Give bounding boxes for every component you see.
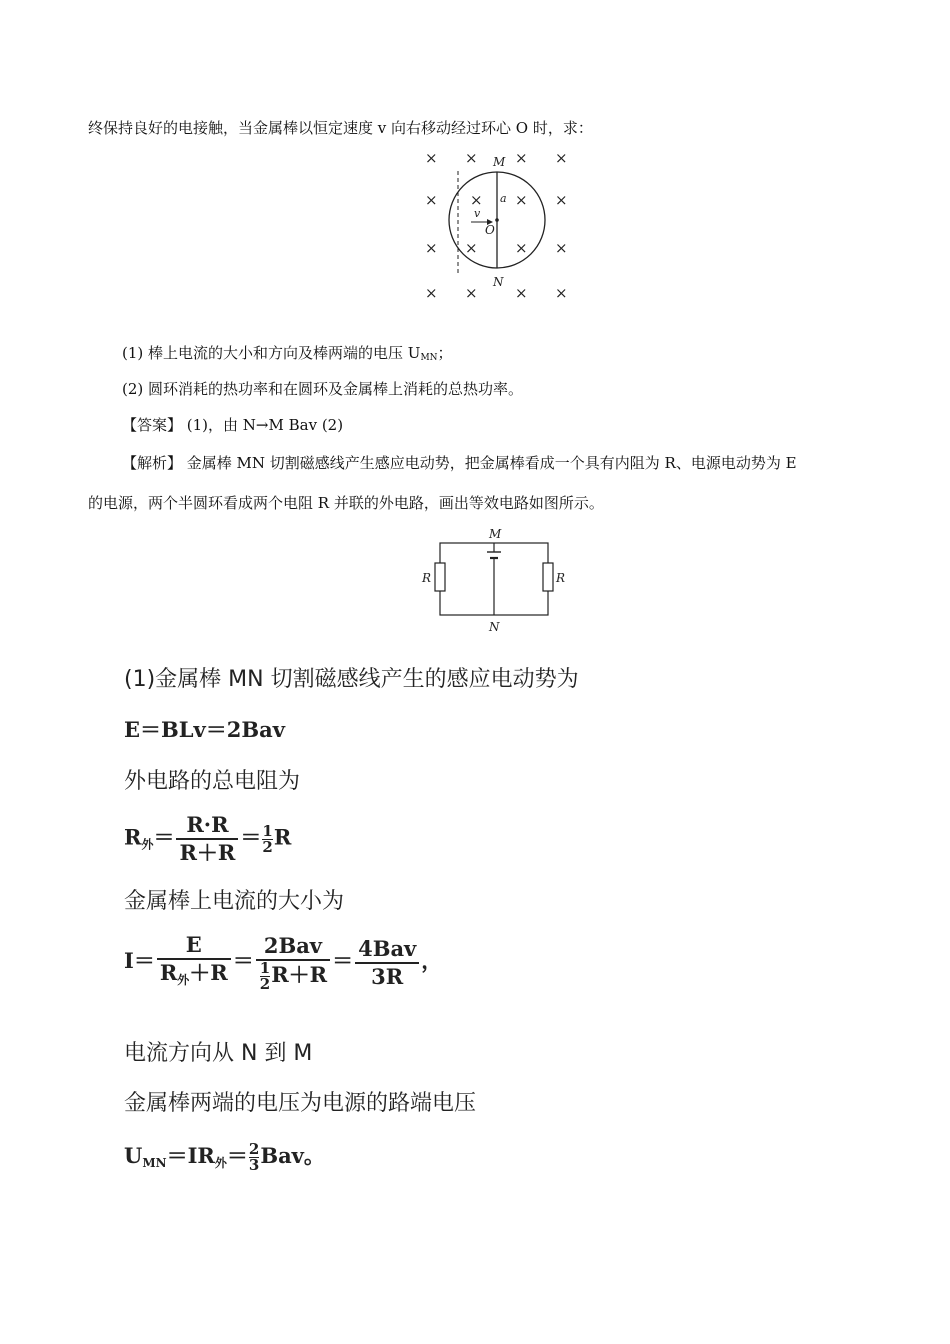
question-1: (1) 棒上电流的大小和方向及棒两端的电压 $U_{MN}$；: [122, 344, 453, 363]
label-n: N: [493, 275, 504, 289]
solution-line-3: 外电路的总电阻为: [124, 769, 301, 794]
analysis-line-1: 【解析】 金属棒 MN 切割磁感线产生感应电动势，把金属棒看成一个具有内阻为 R、电源电动势为 E: [122, 454, 797, 472]
field-cross: ×: [555, 239, 568, 257]
field-cross: ×: [425, 239, 438, 257]
solution-voltage: UMN＝IR外＝ $\frac{2}{3}$ Bav。: [124, 1140, 325, 1174]
field-cross: ×: [555, 191, 568, 209]
field-cross: ×: [555, 284, 568, 302]
analysis-line-2: 的电源，两个半圆环看成两个电阻 R 并联的外电路，画出等效电路如图所示。: [88, 494, 604, 512]
solution-line-8: 金属棒两端的电压为电源的路端电压: [124, 1091, 477, 1116]
solution-external-resistance: R外＝ $\frac{R\cdot R}{R+R}$ ＝ $\frac{1}{2}$ R: [124, 812, 292, 865]
ring-field-figure: [415, 145, 580, 305]
field-cross: ×: [465, 284, 478, 302]
field-cross: ×: [515, 149, 528, 167]
answer-line: 【答案】 (1)，由 N→M Bav (2): [122, 416, 344, 434]
resistor-left: [435, 563, 445, 591]
field-cross: ×: [515, 284, 528, 302]
field-cross: ×: [515, 239, 528, 257]
field-cross: ×: [555, 149, 568, 167]
resistor-right: [543, 563, 553, 591]
label-m: M: [489, 527, 502, 541]
field-cross: ×: [470, 191, 483, 209]
label-o: O: [485, 223, 495, 237]
solution-emf: E＝BLv＝2Bav: [124, 717, 285, 742]
label-m: M: [493, 155, 506, 169]
question-2: (2) 圆环消耗的热功率和在圆环及金属棒上消耗的总热功率。: [122, 380, 524, 398]
solution-line-5: 金属棒上电流的大小为: [124, 889, 345, 914]
equivalent-circuit-figure: [418, 525, 578, 637]
field-cross: ×: [425, 149, 438, 167]
field-cross: ×: [465, 239, 478, 257]
solution-line-7: 电流方向从 N 到 M: [124, 1041, 313, 1066]
label-n: N: [489, 620, 500, 634]
field-cross: ×: [425, 191, 438, 209]
label-a: a: [500, 192, 507, 205]
label-r-right: R: [556, 571, 566, 585]
field-cross: ×: [515, 191, 528, 209]
label-v: v: [474, 207, 481, 220]
center-dot: [495, 218, 499, 222]
intro-text: 终保持良好的电接触，当金属棒以恒定速度 v 向右移动经过环心 O 时，求：: [88, 119, 593, 137]
field-cross: ×: [465, 149, 478, 167]
solution-current: I＝ $\frac{E}{\text{R外＋R}}$ ＝ 2Bav $\frac{1}{2}$ R＋R ＝ $\frac{\text{4Bav}}{3R}$ ，: [124, 932, 443, 993]
solution-line-1: (1)金属棒 MN 切割磁感线产生的感应电动势为: [124, 667, 579, 692]
label-r-left: R: [422, 571, 432, 585]
field-cross: ×: [425, 284, 438, 302]
